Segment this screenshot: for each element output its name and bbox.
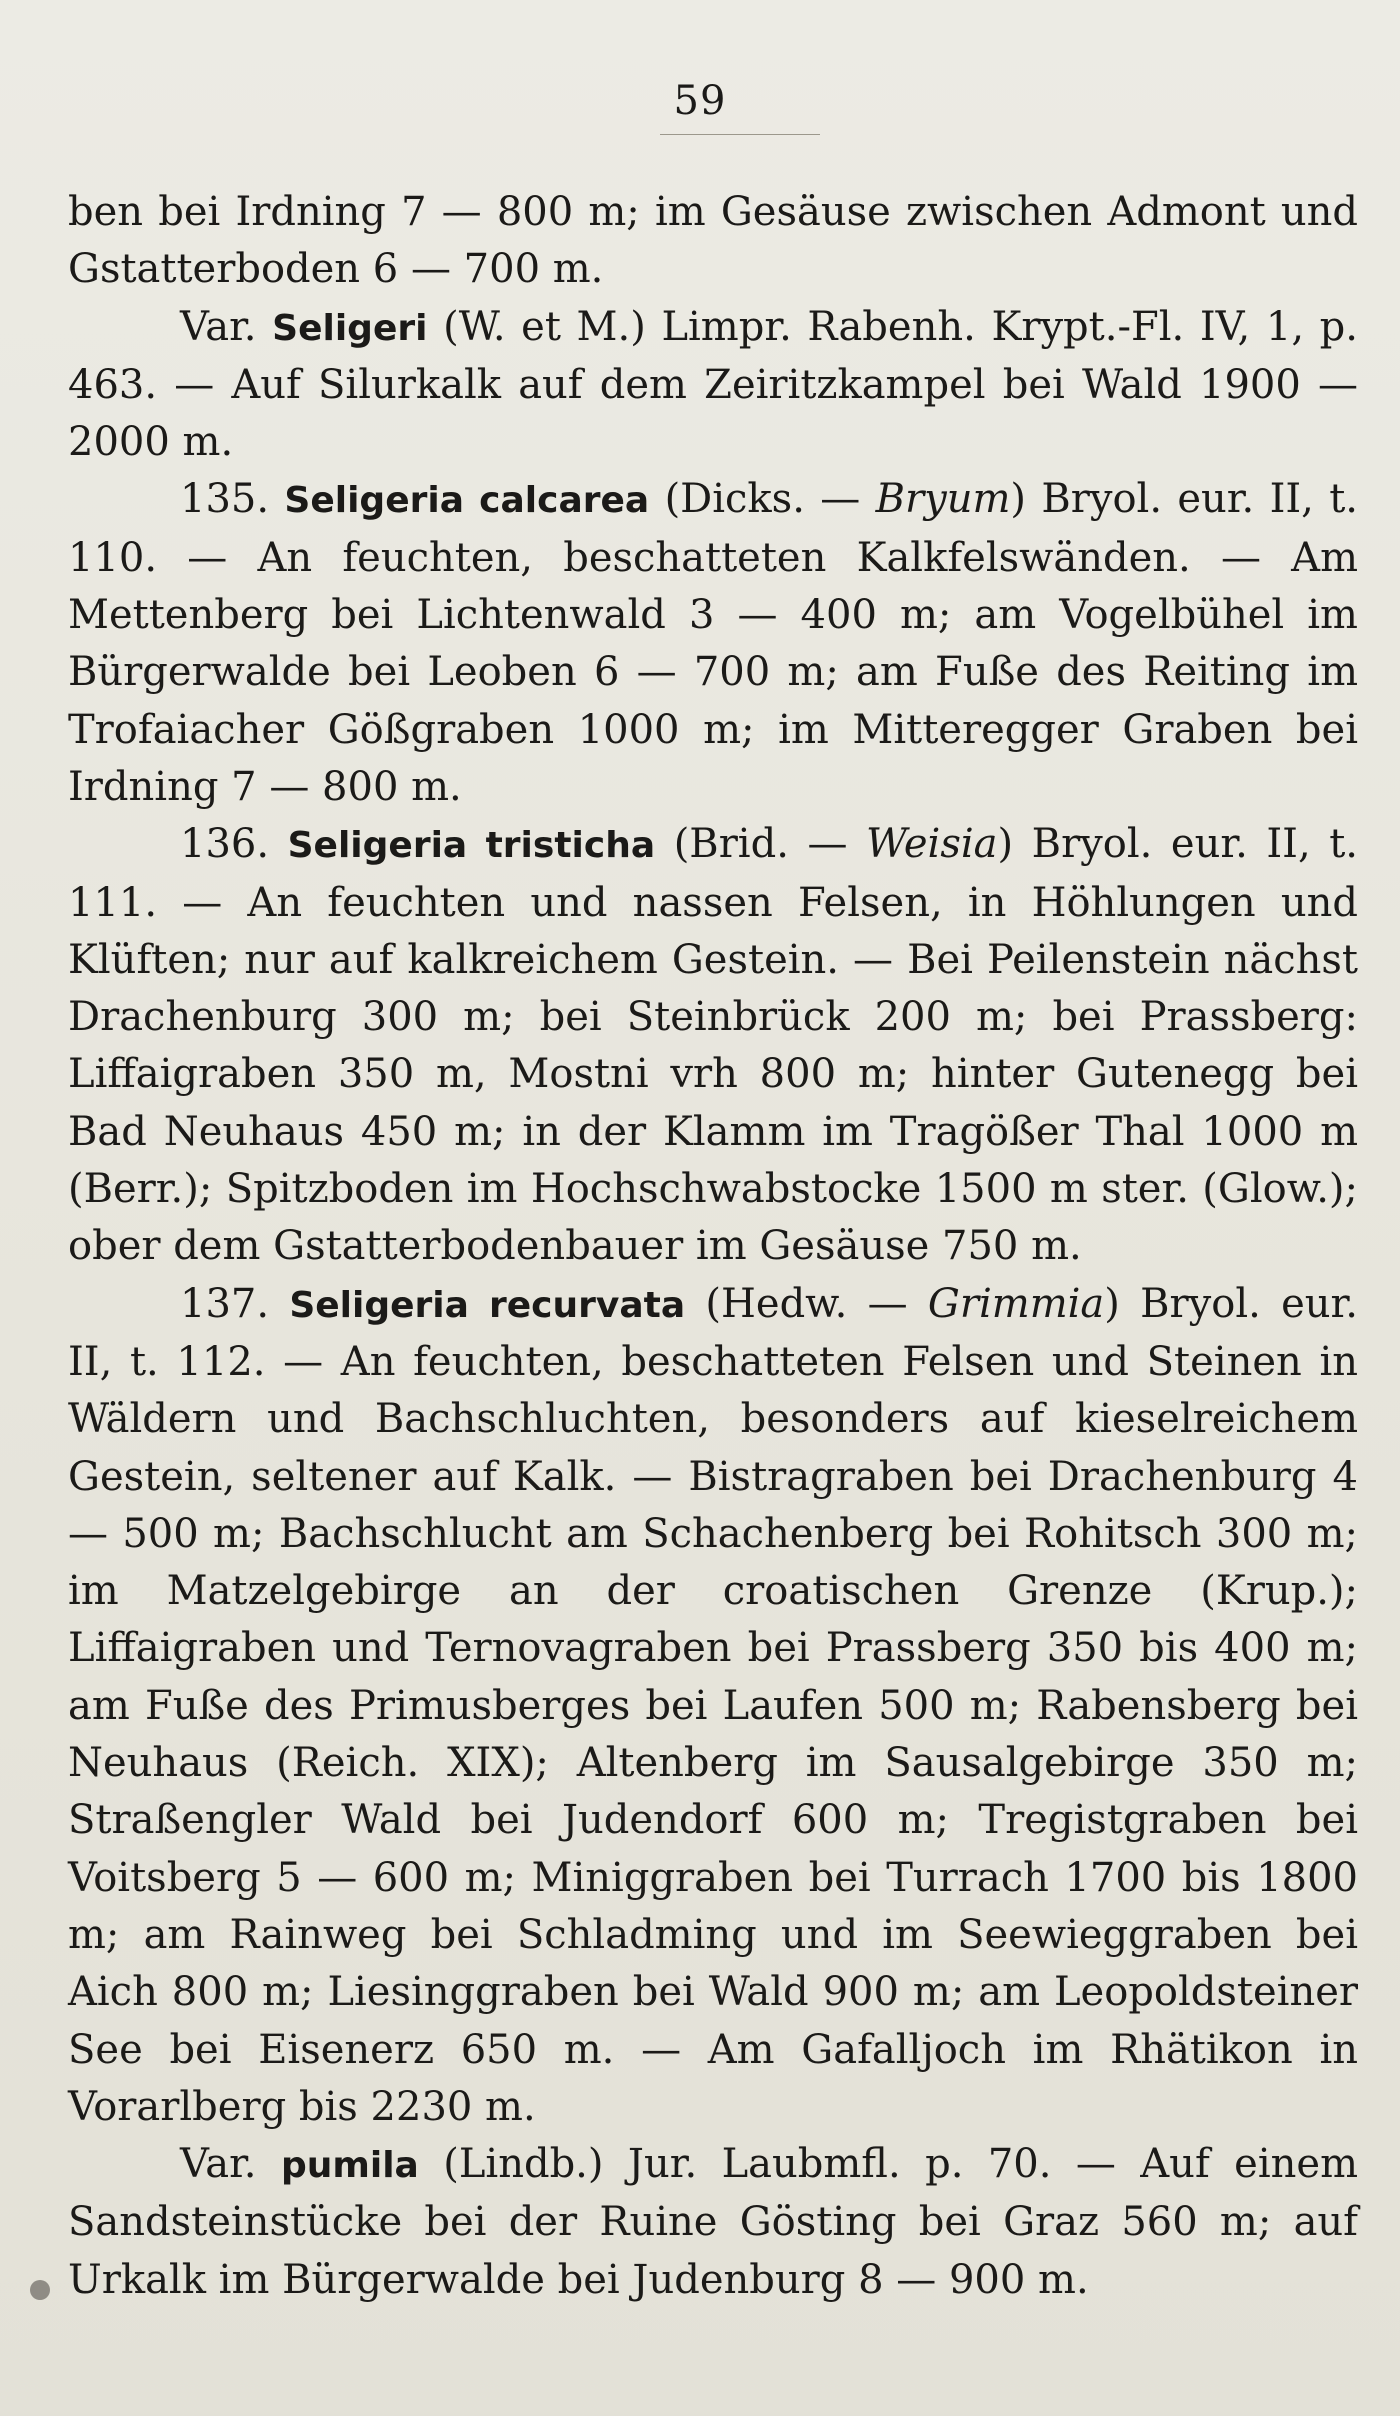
variety-name: Seligeri (272, 307, 428, 349)
variety-name: pumila (280, 2145, 419, 2187)
var-label: Var. (180, 2141, 257, 2188)
species-name: Seligeria calcarea (284, 480, 650, 522)
entry-text: ) Bryol. eur. II, t. 112. — An feuchten, beschatteten Felsen und Steinen in Wäldern und Bachschluchten, besonders auf kieselreichem Gestein, seltener auf Kalk. — Bistragraben bei Drachenburg 4 — 500 m; Bachschlucht am Schachenberg bei Rohitsch 300 m; im Matzelgebirge an der croatischen Grenze (Krup.); Liffaigraben und Ternovagraben bei Prassberg 350 bis 400 m; am Fuße des Primusberges bei Laufen 500 m; Rabensberg bei Neuhaus (Reich. XIX); Altenberg im Sausalgebirge 350 m; Straßengler Wald bei Judendorf 600 m; Tregistgraben bei Voitsberg 5 — 600 m; Miniggraben bei Turrach 1700 bis 1800 m; am Rainweg bei Schladming und im Seewieggraben bei Aich 800 m; Liesinggraben bei Wald 900 m; am Leopoldsteiner See bei Eisenerz 650 m. — Am Gafalljoch im Rhätikon in Vorarlberg bis 2230 m. (68, 1280, 1358, 2130)
page-number: 59 (673, 78, 727, 124)
entry-136 (68, 816, 1358, 1275)
scan-speck (30, 2280, 50, 2300)
entry-number: 137. (180, 1280, 270, 1327)
synonym-open: (Hedw. — (685, 1280, 928, 1327)
paragraph-text: (Lindb.) Jur. Laubmfl. p. 70. — Auf einem Sandsteinstücke bei der Ruine Gösting bei Graz 560 m; auf Urkalk im Bürgerwalde bei Judenburg 8 — 900 m. (68, 2141, 1358, 2303)
entry-number: 136. (180, 821, 270, 868)
synonym-open: (Brid. — (655, 821, 867, 868)
entry-135 (68, 471, 1358, 816)
header-rule (660, 134, 820, 135)
paragraph-text: (W. et M.) Limpr. Rabenh. Krypt.-Fl. IV, 1, p. 463. — Auf Silurkalk auf dem Zeiritzkampel bei Wald 1900 — 2000 m. (68, 303, 1359, 466)
synonym-genus: Bryum (875, 476, 1011, 523)
entry-text: ) Bryol. eur. II, t. 110. — An feuchten, beschatteten Kalkfelswänden. — Am Mettenberg bei Lichtenwald 3 — 400 m; am Vogelbühel im Bürgerwalde bei Leoben 6 — 700 m; am Fuße des Reiting im Trofaiacher Gößgraben 1000 m; im Mitteregger Graben bei Irdning 7 — 800 m. (68, 476, 1359, 810)
synonym-genus: Weisia (866, 821, 998, 868)
paragraph-continuation: ben bei Irdning 7 — 800 m; im Gesäuse zwischen Admont und Gstatterboden 6 — 700 m. (68, 189, 1358, 293)
body-text (68, 184, 1358, 2309)
var-label: Var. (180, 303, 257, 350)
entry-137 (68, 1276, 1358, 2136)
paragraph-var-pumila (68, 2136, 1358, 2309)
synonym-genus: Grimmia (927, 1280, 1105, 1327)
entry-text: ) Bryol. eur. II, t. 111. — An feuchten und nassen Felsen, in Höhlungen und Klüften; nur auf kalkreichem Gestein. — Bei Peilenstein nächst Drachenburg 300 m; bei Steinbrück 200 m; bei Prassberg: Liffaigraben 350 m, Mostni vrh 800 m; hinter Gutenegg bei Bad Neuhaus 450 m; in der Klamm im Tragößer Thal 1000 m (Berr.); Spitzboden im Hochschwabstocke 1500 m ster. (Glow.); ober dem Gstatterbodenbauer im Gesäuse 750 m. (68, 821, 1359, 1270)
paragraph-var-seligeri (68, 299, 1358, 472)
species-name: Seligeria recurvata (289, 1284, 686, 1326)
species-name: Seligeria tristicha (287, 825, 656, 867)
entry-number: 135. (180, 476, 270, 523)
synonym-open: (Dicks. — (649, 476, 876, 523)
